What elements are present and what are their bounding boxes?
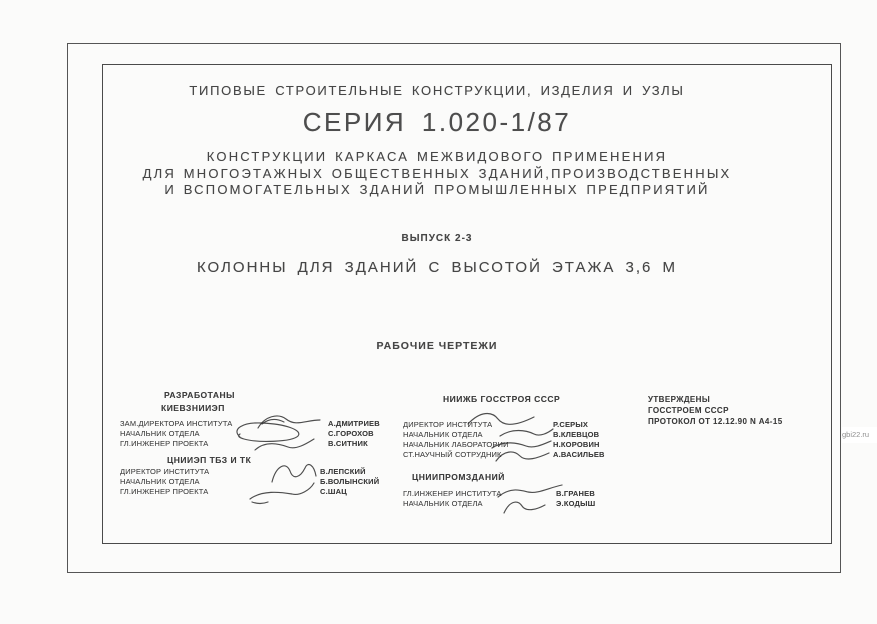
role-label: НАЧАЛЬНИК ОТДЕЛА xyxy=(403,430,483,439)
role-label: СТ.НАУЧНЫЙ СОТРУДНИК xyxy=(403,450,502,459)
developed-heading: РАЗРАБОТАНЫ xyxy=(164,390,235,400)
role-label: НАЧАЛЬНИК ОТДЕЛА xyxy=(403,499,483,508)
signer-row xyxy=(120,419,380,429)
series-title: СЕРИЯ 1.020-1/87 xyxy=(302,107,572,137)
signer-row xyxy=(120,429,380,439)
document-category: ТИПОВЫЕ СТРОИТЕЛЬНЫЕ КОНСТРУКЦИИ, ИЗДЕЛИЯ И УЗЛЫ xyxy=(189,83,685,98)
signer-row xyxy=(120,467,379,477)
signer-row xyxy=(403,440,605,450)
signer-name: А.ВАСИЛЬЕВ xyxy=(553,450,605,459)
org-tsniipromzdaniy-signers xyxy=(403,489,595,509)
subtitle-line-3: И ВСПОМОГАТЕЛЬНЫХ ЗДАНИЙ ПРОМЫШЛЕННЫХ ПРЕДПРИЯТИЙ xyxy=(164,182,710,197)
signer-row xyxy=(403,420,605,430)
signer-row xyxy=(403,430,605,440)
watermark: gbi22.ru xyxy=(842,427,877,443)
role-label: НАЧАЛЬНИК ОТДЕЛА xyxy=(120,429,200,438)
signer-name: В.ЛЕПСКИЙ xyxy=(320,467,366,476)
approval-stamp xyxy=(648,394,783,427)
role-label: ДИРЕКТОР ИНСТИТУТА xyxy=(120,467,210,476)
org-niizhb-name: НИИЖБ ГОССТРОЯ СССР xyxy=(443,394,561,404)
role-label: ГЛ.ИНЖЕНЕР ИНСТИТУТА xyxy=(403,489,502,498)
org-tsniipromzdaniy-name: ЦНИИПРОМЗДАНИЙ xyxy=(412,472,505,482)
signer-name: А.ДМИТРИЕВ xyxy=(328,419,380,428)
signer-row xyxy=(403,450,605,460)
role-label: НАЧАЛЬНИК ЛАБОРАТОРИИ xyxy=(403,440,509,449)
approved-line-3: ПРОТОКОЛ ОТ 12.12.90 N А4-15 xyxy=(648,417,783,426)
signer-row xyxy=(403,499,595,509)
org-tsniiep-signers xyxy=(120,467,379,497)
document-subtitle xyxy=(102,149,772,199)
signer-name: Н.КОРОВИН xyxy=(553,440,600,449)
approved-line-2: ГОССТРОЕМ СССР xyxy=(648,406,729,415)
signer-row xyxy=(120,477,379,487)
signer-name: С.ШАЦ xyxy=(320,487,347,496)
role-label: ГЛ.ИНЖЕНЕР ПРОЕКТА xyxy=(120,439,209,448)
role-label: ЗАМ.ДИРЕКТОРА ИНСТИТУТА xyxy=(120,419,233,428)
subtitle-line-2: ДЛЯ МНОГОЭТАЖНЫХ ОБЩЕСТВЕННЫХ ЗДАНИЙ,ПРОИЗВОДСТВЕННЫХ xyxy=(142,165,732,181)
org-kievzniiep-signers xyxy=(120,419,380,449)
signer-name: В.СИТНИК xyxy=(328,439,368,448)
signer-name: С.ГОРОХОВ xyxy=(328,429,374,438)
signer-name: В.КЛЕВЦОВ xyxy=(553,430,600,439)
role-label: НАЧАЛЬНИК ОТДЕЛА xyxy=(120,477,200,486)
document-type: РАБОЧИЕ ЧЕРТЕЖИ xyxy=(376,340,498,352)
org-tsniiep-name: ЦНИИЭП ТБЗ И ТК xyxy=(167,455,252,465)
signer-row xyxy=(120,487,379,497)
document-title: КОЛОННЫ ДЛЯ ЗДАНИЙ С ВЫСОТОЙ ЭТАЖА 3,6 М xyxy=(196,259,678,276)
signer-row xyxy=(120,439,380,449)
signer-row xyxy=(403,489,595,499)
approved-line-1: УТВЕРЖДЕНЫ xyxy=(648,395,711,404)
org-niizhb-signers xyxy=(403,420,605,460)
signer-name: Р.СЕРЫХ xyxy=(553,420,589,429)
role-label: ГЛ.ИНЖЕНЕР ПРОЕКТА xyxy=(120,487,209,496)
role-label: ДИРЕКТОР ИНСТИТУТА xyxy=(403,420,493,429)
signer-name: Б.ВОЛЫНСКИЙ xyxy=(320,477,380,486)
subtitle-line-1: КОНСТРУКЦИИ КАРКАСА МЕЖВИДОВОГО ПРИМЕНЕНИЯ xyxy=(206,149,668,164)
signer-name: В.ГРАНЕВ xyxy=(556,489,595,498)
signer-name: Э.КОДЫШ xyxy=(556,499,596,508)
issue-number: ВЫПУСК 2-3 xyxy=(401,233,473,244)
org-kievzniiep-name: КИЕВЗНИИЭП xyxy=(161,403,225,413)
